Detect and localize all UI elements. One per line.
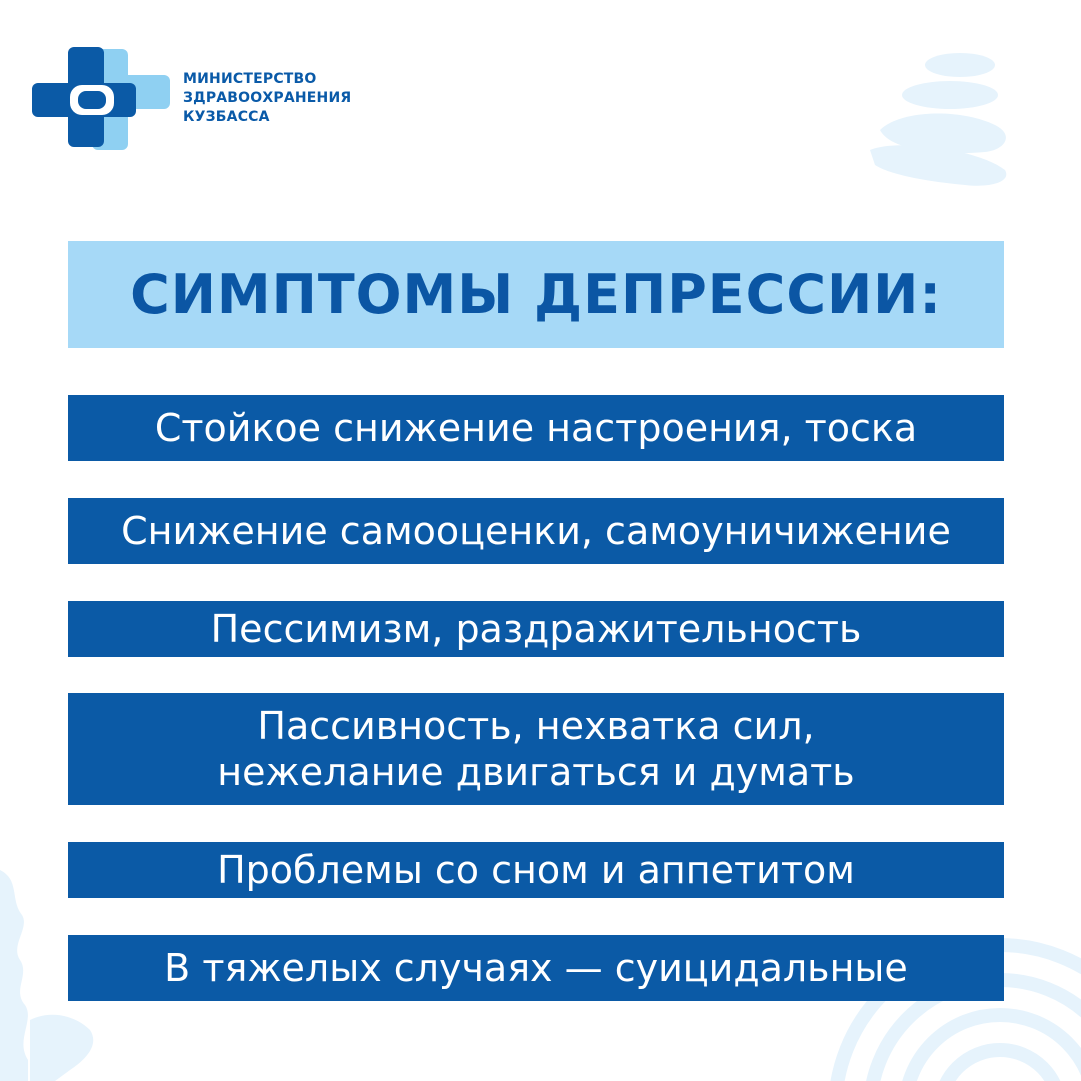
symptom-item bbox=[68, 498, 1004, 564]
symptom-text: Пессимизм, раздражительность bbox=[210, 607, 862, 651]
symptom-text: Пассивность, нехватка сил, нежелание двигаться и думать bbox=[217, 704, 855, 794]
symptom-item bbox=[68, 693, 1004, 805]
ministry-name bbox=[183, 70, 351, 127]
symptom-item bbox=[68, 601, 1004, 657]
ministry-logo bbox=[32, 47, 172, 152]
symptom-text: Проблемы со сном и аппетитом bbox=[217, 848, 855, 892]
symptom-text: В тяжелых случаях — суицидальные bbox=[164, 946, 908, 990]
symptom-text: Стойкое снижение настроения, тоска bbox=[154, 406, 918, 450]
title-banner bbox=[68, 241, 1004, 348]
symptom-text: Снижение самооценки, самоуничижение bbox=[121, 509, 951, 553]
ministry-name-line-3: КУЗБАССА bbox=[183, 109, 270, 125]
symptom-item bbox=[68, 842, 1004, 898]
ministry-name-line-1: МИНИСТЕРСТВО bbox=[183, 71, 317, 87]
symptom-item bbox=[68, 935, 1004, 1001]
ministry-name-line-2: ЗДРАВООХРАНЕНИЯ bbox=[183, 90, 352, 106]
page-title: СИМПТОМЫ ДЕПРЕССИИ: bbox=[130, 263, 942, 326]
symptom-item bbox=[68, 395, 1004, 461]
top-right-wave-decoration bbox=[870, 53, 1006, 186]
